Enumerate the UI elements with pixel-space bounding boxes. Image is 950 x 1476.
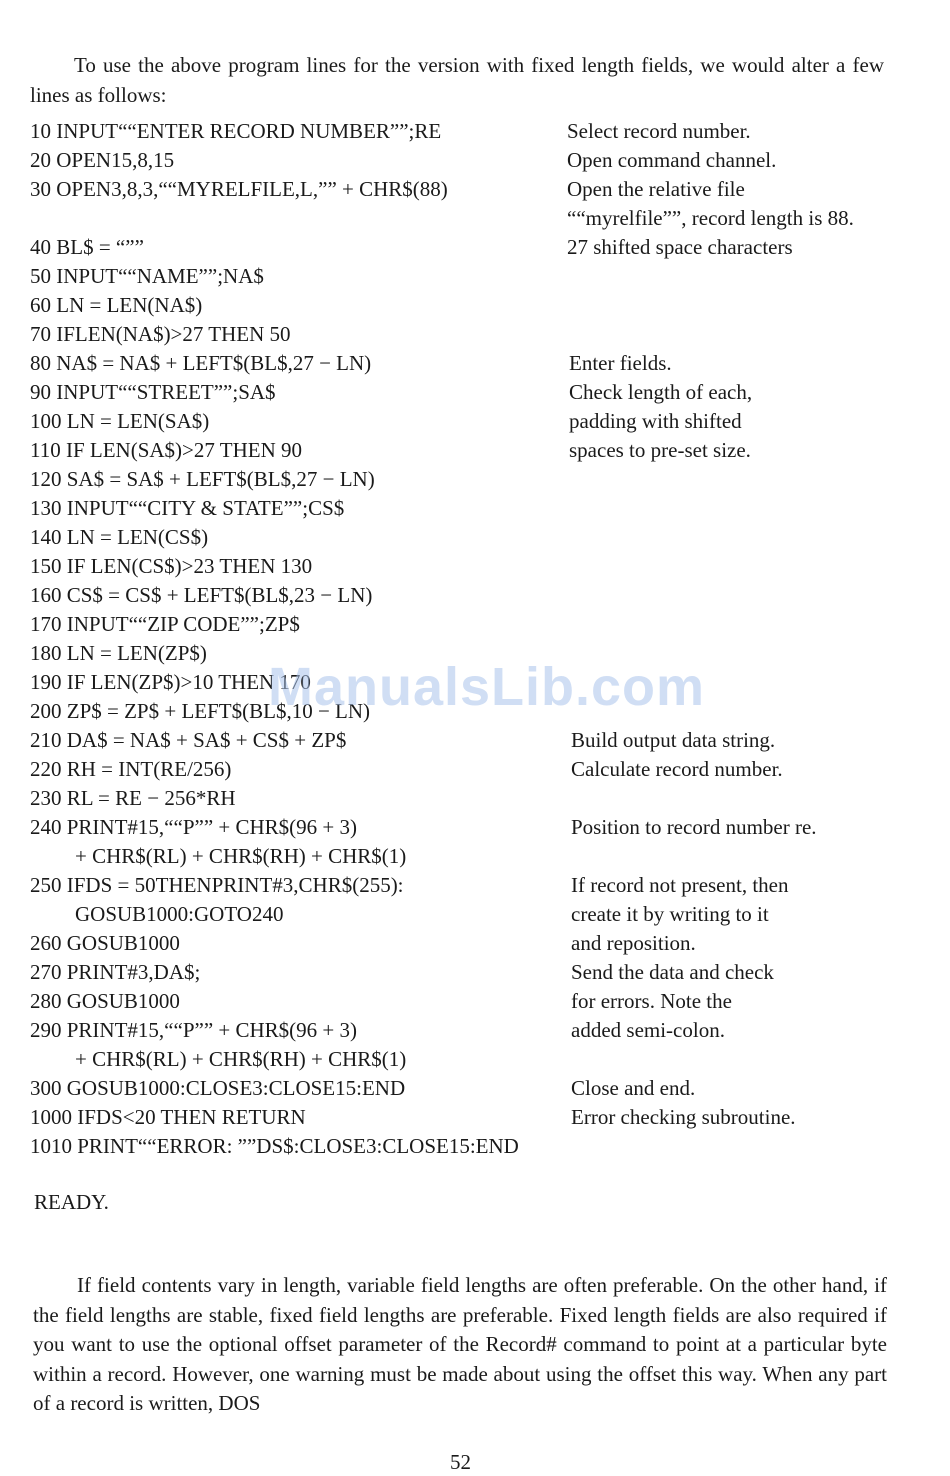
ready-prompt: READY. [34, 1190, 109, 1214]
code-line: 180 LN = LEN(ZP$) [30, 641, 207, 665]
code-comment: create it by writing to it [571, 902, 769, 926]
code-line: 10 INPUT““ENTER RECORD NUMBER””;RE [30, 119, 442, 143]
code-comment: Select record number. [567, 119, 751, 143]
code-comment: for errors. Note the [571, 989, 732, 1013]
code-comment: Calculate record number. [571, 757, 783, 781]
code-comment: Position to record number re. [571, 815, 817, 839]
code-line: 40 BL$ = “”” [30, 235, 144, 259]
code-line: 30 OPEN3,8,3,““MYRELFILE,L,”” + CHR$(88) [30, 177, 448, 201]
code-line: 300 GOSUB1000:CLOSE3:CLOSE15:END [30, 1076, 406, 1100]
code-line: 130 INPUT““CITY & STATE””;CS$ [30, 496, 345, 520]
code-line: 200 ZP$ = ZP$ + LEFT$(BL$,10 − LN) [30, 699, 371, 723]
code-comment: If record not present, then [571, 873, 789, 897]
code-line: 20 OPEN15,8,15 [30, 148, 175, 172]
code-line: 270 PRINT#3,DA$; [30, 960, 201, 984]
intro-paragraph: To use the above program lines for the version with fixed length fields, we would alter a few lines as follows: [30, 53, 884, 107]
code-line-continuation: + CHR$(RL) + CHR$(RH) + CHR$(1) [75, 844, 407, 868]
code-line: 110 IF LEN(SA$)>27 THEN 90 [30, 438, 302, 462]
code-comment: Build output data string. [571, 728, 776, 752]
code-line: 250 IFDS = 50THENPRINT#3,CHR$(255): [30, 873, 404, 897]
code-line: 70 IFLEN(NA$)>27 THEN 50 [30, 322, 291, 346]
code-comment: Open the relative file [567, 177, 745, 201]
code-comment: spaces to pre-set size. [569, 438, 751, 462]
code-line: 280 GOSUB1000 [30, 989, 180, 1013]
code-line-continuation: + CHR$(RL) + CHR$(RH) + CHR$(1) [75, 1047, 407, 1071]
code-comment: and reposition. [571, 931, 696, 955]
code-comment: padding with shifted [569, 409, 742, 433]
code-comment: added semi-colon. [571, 1018, 725, 1042]
code-comment: ““myrelfile””, record length is 88. [567, 206, 854, 230]
code-comment: 27 shifted space characters [567, 235, 793, 259]
code-line: 90 INPUT““STREET””;SA$ [30, 380, 276, 404]
code-comment: Error checking subroutine. [571, 1105, 796, 1129]
code-line: 120 SA$ = SA$ + LEFT$(BL$,27 − LN) [30, 467, 375, 491]
code-line: 1000 IFDS<20 THEN RETURN [30, 1105, 306, 1129]
code-line: 190 IF LEN(ZP$)>10 THEN 170 [30, 670, 311, 694]
code-comment: Close and end. [571, 1076, 696, 1100]
code-line: 160 CS$ = CS$ + LEFT$(BL$,23 − LN) [30, 583, 373, 607]
page-number: 52 [450, 1450, 471, 1474]
code-line-continuation: GOSUB1000:GOTO240 [75, 902, 284, 926]
code-line: 80 NA$ = NA$ + LEFT$(BL$,27 − LN) [30, 351, 372, 375]
code-line: 230 RL = RE − 256*RH [30, 786, 236, 810]
code-comment: Open command channel. [567, 148, 777, 172]
code-comment: Send the data and check [571, 960, 774, 984]
code-line: 240 PRINT#15,““P”” + CHR$(96 + 3) [30, 815, 357, 839]
code-comment: Enter fields. [569, 351, 672, 375]
body-paragraph: If field contents vary in length, variable field lengths are often preferable. On the other hand, if the field lengths are stable, fixed field lengths are preferable. Fixed length fields are also required if you want to use the optional offset parameter of the Record# command to point at a particular byte within a record. However, one warning must be made about using the offset this way. When any part of a record is written, DOS [33, 1273, 887, 1415]
watermark: ManualsLib.com [268, 657, 706, 717]
code-line: 60 LN = LEN(NA$) [30, 293, 203, 317]
code-line: 1010 PRINT““ERROR: ””DS$:CLOSE3:CLOSE15:END [30, 1134, 519, 1158]
code-line: 50 INPUT““NAME””;NA$ [30, 264, 264, 288]
code-line: 140 LN = LEN(CS$) [30, 525, 209, 549]
code-line: 290 PRINT#15,““P”” + CHR$(96 + 3) [30, 1018, 357, 1042]
code-line: 100 LN = LEN(SA$) [30, 409, 210, 433]
code-line: 150 IF LEN(CS$)>23 THEN 130 [30, 554, 313, 578]
code-line: 220 RH = INT(RE/256) [30, 757, 232, 781]
code-comment: Check length of each, [569, 380, 753, 404]
code-line: 260 GOSUB1000 [30, 931, 180, 955]
code-line: 170 INPUT““ZIP CODE””;ZP$ [30, 612, 300, 636]
code-line: 210 DA$ = NA$ + SA$ + CS$ + ZP$ [30, 728, 347, 752]
